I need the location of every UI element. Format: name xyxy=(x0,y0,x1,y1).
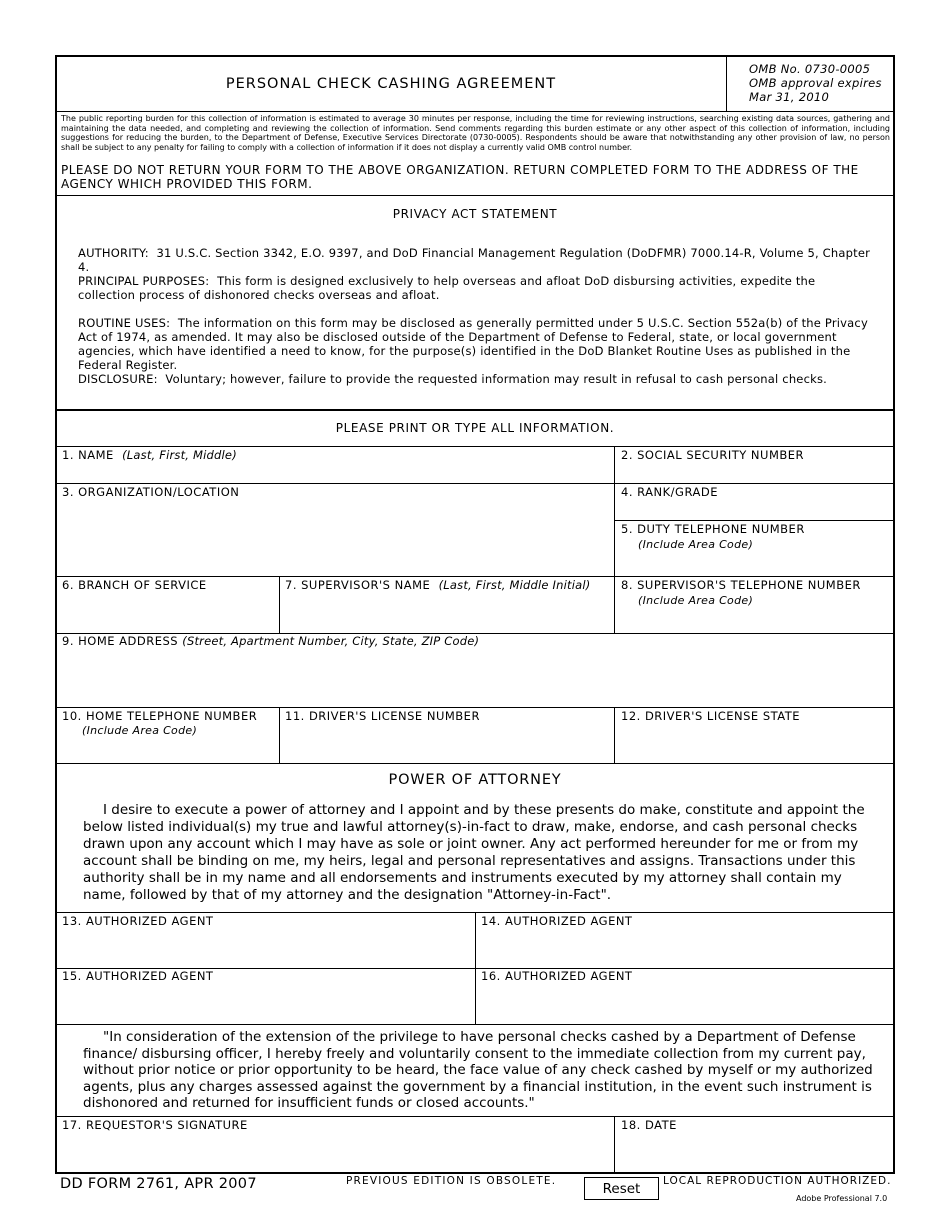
reproduction-note: LOCAL REPRODUCTION AUTHORIZED. xyxy=(663,1175,892,1187)
form-title: PERSONAL CHECK CASHING AGREEMENT xyxy=(225,76,557,92)
return-notice: PLEASE DO NOT RETURN YOUR FORM TO THE ABOVE ORGANIZATION. RETURN COMPLETED FORM TO THE ADDRESS OF THE AGENCY WHICH PROVIDED THIS FORM. xyxy=(61,163,859,191)
row6-divider-left xyxy=(279,707,280,763)
consent-rule xyxy=(56,1116,894,1117)
privacy-purposes xyxy=(78,274,873,302)
agent-14-input[interactable] xyxy=(479,940,893,964)
signature-label: 17. REQUESTOR'S SIGNATURE xyxy=(62,1118,248,1132)
privacy-authority-text: 31 U.S.C. Section 3342, E.O. 9397, and DoD Financial Management Regulation (DoDFMR) 7000.14-R, Volume 5, Chapter 4. xyxy=(78,246,871,274)
rank-rule xyxy=(614,520,894,521)
poa-text: I desire to execute a power of attorney and I appoint and by these presents do make, constitute and appoint the below listed individual(s) my true and lawful attorney(s)-in-fact to draw, make, endorse, and cash personal checks drawn upon any account which I may have as sole or joint owner. Any act performed hereunder for me or from my account shall be binding on me, my heirs, legal and personal representatives and assigns. Transactions under this authority shall be in my name and all endorsements and instruments executed by my attorney shall contain my name, followed by that of my attorney and the designation "Attorney-in-Fact". xyxy=(83,802,865,903)
supervisor-name-input[interactable] xyxy=(283,608,614,630)
privacy-disclosure-label: DISCLOSURE: xyxy=(78,372,158,386)
privacy-authority xyxy=(78,246,878,274)
home-phone-input[interactable] xyxy=(60,740,279,762)
license-state-input[interactable] xyxy=(619,738,893,760)
branch-label: 6. BRANCH OF SERVICE xyxy=(62,578,207,592)
form-id: DD FORM 2761, APR 2007 xyxy=(60,1176,257,1192)
home-address-label: 9. HOME ADDRESS xyxy=(62,634,179,648)
agent-13-label: 13. AUTHORIZED AGENT xyxy=(62,914,214,928)
home-phone-sublabel: (Include Area Code) xyxy=(82,724,198,737)
organization-label: 3. ORGANIZATION/LOCATION xyxy=(62,485,240,499)
branch-input[interactable] xyxy=(60,608,279,630)
privacy-title: PRIVACY ACT STATEMENT xyxy=(392,207,558,221)
agent-13-input[interactable] xyxy=(60,940,474,964)
field-7-label xyxy=(285,578,590,592)
duty-phone-sublabel: (Include Area Code) xyxy=(638,538,754,551)
agent-15-input[interactable] xyxy=(60,996,474,1020)
privacy-authority-label: AUTHORITY: xyxy=(78,246,149,260)
privacy-routine-label: ROUTINE USES: xyxy=(78,316,171,330)
supervisor-name-label: 7. SUPERVISOR'S NAME xyxy=(285,578,431,592)
home-address-input[interactable] xyxy=(60,651,894,707)
privacy-disclosure-text: Voluntary; however, failure to provide the requested information may result in refusal to cash personal checks. xyxy=(165,372,828,386)
instructions-rule xyxy=(56,446,894,447)
home-phone-label: 10. HOME TELEPHONE NUMBER xyxy=(62,709,258,723)
name-input[interactable] xyxy=(60,463,614,483)
agent-15-label: 15. AUTHORIZED AGENT xyxy=(62,969,214,983)
omb-approval: OMB approval expires xyxy=(749,76,882,90)
agent-16-input[interactable] xyxy=(479,996,893,1020)
row4-divider xyxy=(279,576,280,633)
supervisor-phone-label: 8. SUPERVISOR'S TELEPHONE NUMBER xyxy=(621,578,861,592)
ssn-label: 2. SOCIAL SECURITY NUMBER xyxy=(621,448,805,462)
date-label: 18. DATE xyxy=(621,1118,677,1132)
burden-statement: The public reporting burden for this collection of information is estimated to average 30 minutes per response, including the time for reviewing instructions, searching existing data sources, gathering and maintaining the data needed, and completing and reviewing the collection of information. Send comments regarding this burden estimate or any other aspect of this collection of information, including suggestions for reducing the burden, to the Department of Defense, Executive Services Directorate (0730-0005). Respondents should be aware that notwithstanding any other provision of law, no person shall be subject to any penalty for failing to comply with a collection of information if it does not display a currently valid OMB control number. xyxy=(61,114,890,152)
home-address-sublabel: (Street, Apartment Number, City, State, ZIP Code) xyxy=(182,634,480,648)
row3-rule xyxy=(56,576,894,577)
agent-14-label: 14. AUTHORIZED AGENT xyxy=(481,914,633,928)
signature-divider xyxy=(614,1116,615,1173)
notice-rule xyxy=(56,195,894,196)
omb-expires: Mar 31, 2010 xyxy=(749,90,830,104)
address-rule xyxy=(56,707,894,708)
date-input[interactable] xyxy=(619,1140,893,1170)
rank-input[interactable] xyxy=(619,500,893,520)
name-label: 1. NAME xyxy=(62,448,114,462)
field-9-label xyxy=(62,634,479,648)
privacy-rule xyxy=(56,409,894,411)
omb-number: OMB No. 0730-0005 xyxy=(749,62,871,76)
row1-rule xyxy=(56,483,894,484)
print-instructions: PLEASE PRINT OR TYPE ALL INFORMATION. xyxy=(335,421,615,435)
software-note: Adobe Professional 7.0 xyxy=(796,1194,888,1203)
field-1-label xyxy=(62,448,237,462)
consent-text: "In consideration of the extension of the privilege to have personal checks cashed by a Department of Defense finance/ disbursing officer, I hereby freely and voluntarily consent to the immediate collection from my current pay, without prior notice or prior opportunity to be heard, the face value of any check cashed by myself or my authorized agents, plus any charges assessed against the government by a financial institution, in the event such instrument is dishonored and returned for insufficient funds or closed accounts." xyxy=(83,1029,873,1111)
duty-phone-input[interactable] xyxy=(619,554,893,574)
privacy-purposes-text: This form is designed exclusively to help overseas and afloat DoD disbursing activities, expedite the collection process of dishonored checks overseas and afloat. xyxy=(78,274,816,302)
agent-16-label: 16. AUTHORIZED AGENT xyxy=(481,969,633,983)
privacy-disclosure xyxy=(78,372,878,386)
reset-button[interactable]: Reset xyxy=(584,1177,659,1200)
organization-input[interactable] xyxy=(60,500,614,576)
poa-title: POWER OF ATTORNEY xyxy=(388,772,562,788)
header-divider xyxy=(726,56,727,111)
privacy-routine-text: The information on this form may be disclosed as generally permitted under 5 U.S.C. Section 552a(b) of the Privacy Act of 1974, as amended. It may also be disclosed outside of the Department of Defense to Federal, state, or local government agencies, which have identified a need to know, for the purpose(s) identified in the DoD Blanket Routine Uses as published in the Federal Register. xyxy=(78,316,868,372)
license-state-label: 12. DRIVER'S LICENSE STATE xyxy=(621,709,801,723)
row6-divider-right xyxy=(614,707,615,763)
privacy-routine-uses xyxy=(78,316,878,372)
previous-edition-note: PREVIOUS EDITION IS OBSOLETE. xyxy=(346,1175,557,1187)
supervisor-phone-sublabel: (Include Area Code) xyxy=(638,594,754,607)
header-rule xyxy=(56,111,894,112)
ssn-input[interactable] xyxy=(619,463,893,483)
privacy-purposes-label: PRINCIPAL PURPOSES: xyxy=(78,274,210,288)
right-column-divider xyxy=(614,446,615,633)
rank-label: 4. RANK/GRADE xyxy=(621,485,718,499)
duty-phone-label: 5. DUTY TELEPHONE NUMBER xyxy=(621,522,805,536)
supervisor-name-sublabel: (Last, First, Middle Initial) xyxy=(438,578,591,592)
license-number-input[interactable] xyxy=(283,738,614,760)
license-number-label: 11. DRIVER'S LICENSE NUMBER xyxy=(285,709,480,723)
row6-rule xyxy=(56,763,894,764)
supervisor-phone-input[interactable] xyxy=(619,610,893,632)
agent-bottom-rule xyxy=(56,1024,894,1025)
signature-input[interactable] xyxy=(60,1140,614,1170)
name-sublabel: (Last, First, Middle) xyxy=(122,448,237,462)
